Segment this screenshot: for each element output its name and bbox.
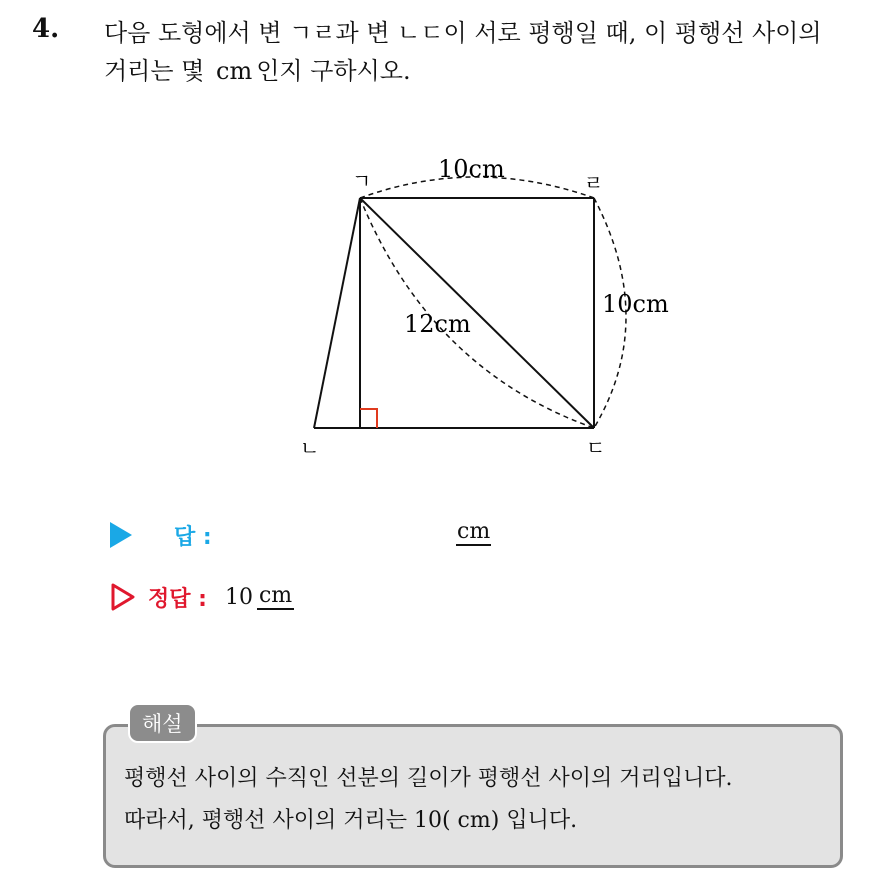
edge-left (314, 198, 360, 428)
question-line-2 (104, 52, 874, 90)
solution-line-1: 평행선 사이의 수직인 선분의 길이가 평행선 사이의 거리입니다. (124, 766, 733, 791)
diagonal-length-label: 12cm (404, 310, 471, 338)
top-length-label: 10cm (438, 155, 505, 183)
question-unit: cm (216, 57, 253, 85)
question-text (104, 14, 874, 90)
answer-label: 답 : (174, 524, 212, 550)
correct-unit: cm (258, 583, 293, 608)
correct-value: 10 (224, 584, 253, 610)
question-line-1: 다음 도형에서 변 ㄱㄹ과 변 ㄴㄷ이 서로 평행일 때, 이 평행선 사이의 (104, 19, 822, 47)
vertex-label-giyeok: ㄱ (352, 169, 372, 193)
right-length-label: 10cm (602, 290, 669, 318)
vertex-label-digeut: ㄷ (586, 436, 606, 460)
solution-text (124, 758, 834, 842)
answer-unit: cm (457, 519, 491, 544)
question-line-2-start: 거리는 몇 (104, 57, 205, 85)
right-angle-mark (360, 409, 377, 428)
solution-line-2: 따라서, 평행선 사이의 거리는 10( cm) 입니다. (124, 808, 578, 833)
answer-row (110, 518, 212, 552)
question-number: 4. (32, 14, 60, 44)
correct-arrow-icon (110, 582, 136, 612)
correct-label: 정답 : (148, 586, 207, 612)
diagonal-segment (360, 198, 594, 428)
correct-answer-row (110, 580, 294, 614)
vertex-label-rieul: ㄹ (584, 171, 604, 195)
solution-tag: 해설 (128, 703, 197, 743)
answer-arrow-icon (110, 522, 132, 548)
trapezoid-figure (290, 150, 710, 480)
vertex-label-nieun: ㄴ (300, 436, 320, 460)
question-line-2-end: 인지 구하시오. (256, 57, 411, 85)
